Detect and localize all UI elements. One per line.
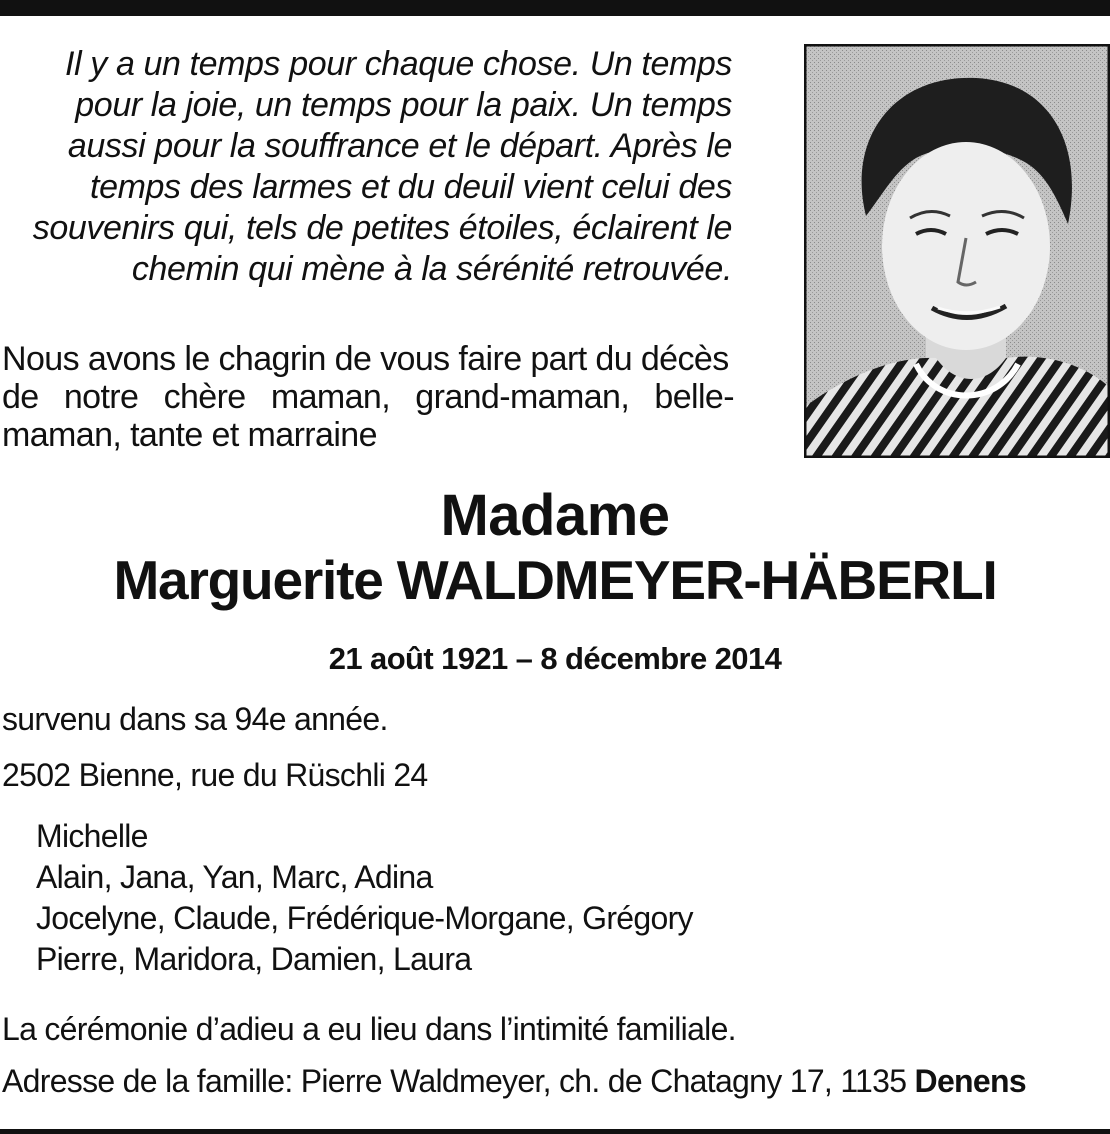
announcement-line-justified (2, 378, 734, 416)
family-address (2, 1062, 1026, 1100)
announcement-word: belle- (654, 378, 734, 416)
family-line: Pierre, Maridora, Damien, Laura (36, 941, 472, 977)
quote-line: chemin qui mène à la sérénité retrouvée. (131, 250, 732, 288)
top-rule (0, 0, 1110, 16)
quote-line: Il y a un temps pour chaque chose. Un temps (65, 45, 732, 83)
family-line: Alain, Jana, Yan, Marc, Adina (36, 859, 433, 895)
deceased-name-block (0, 484, 1110, 612)
quote-line: souvenirs qui, tels de petites étoiles, éclairent le (32, 209, 732, 247)
family-list (36, 816, 693, 980)
age-line: survenu dans sa 94e année. (2, 701, 388, 737)
family-address-city: Denens (914, 1063, 1026, 1099)
announcement-line: maman, tante et marraine (2, 416, 377, 454)
announcement-word: notre (63, 378, 139, 416)
bottom-rule (0, 1129, 1110, 1134)
death-announcement (2, 340, 734, 454)
quote-line: temps des larmes et du deuil vient celui des (90, 168, 732, 206)
announcement-line: Nous avons le chagrin de vous faire part du décès (2, 340, 729, 378)
portrait-photo (804, 44, 1110, 458)
family-line: Michelle (36, 818, 148, 854)
deceased-name: Marguerite WALDMEYER-HÄBERLI (113, 549, 997, 611)
quote-line: aussi pour la souffrance et le départ. Après le (67, 127, 732, 165)
family-address-text: Adresse de la famille: Pierre Waldmeyer, ch. de Chatagny 17, 1135 (2, 1063, 915, 1099)
family-line: Jocelyne, Claude, Frédérique-Morgane, Grégory (36, 900, 693, 936)
portrait-photo-image (806, 46, 1108, 456)
honorific: Madame (440, 483, 670, 548)
life-dates: 21 août 1921 – 8 décembre 2014 (328, 641, 782, 676)
announcement-word: chère (163, 378, 246, 416)
ceremony-notice: La cérémonie d’adieu a eu lieu dans l’intimité familiale. (2, 1011, 736, 1047)
announcement-word: grand-maman, (415, 378, 630, 416)
residence-address: 2502 Bienne, rue du Rüschli 24 (2, 757, 428, 793)
announcement-word: maman, (270, 378, 391, 416)
announcement-word: de (2, 378, 39, 416)
quote-line: pour la joie, un temps pour la paix. Un temps (75, 86, 732, 124)
memorial-quote (0, 44, 732, 290)
